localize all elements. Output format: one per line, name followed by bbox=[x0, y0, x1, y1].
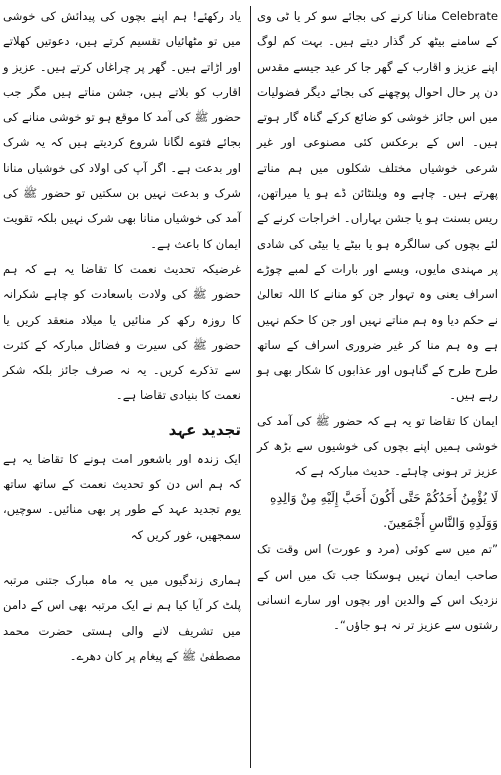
right-column bbox=[257, 4, 498, 638]
article-paragraph: ہماری زندگیوں میں یہ ماہ مبارک جتنی مرتبہ پلٹ کر آیا کیا ہم نے ایک مرتبہ بھی اس کے دامن میں تشریف لانے والی ہستی حضرت محمد مصطفیٰ ﷺ کے پیغام پر کان دھرے۔ bbox=[3, 572, 241, 663]
article-paragraph: Celebrate منانا کرنے کی بجائے سو کر یا ٹی وی کے سامنے بیٹھ کر گذار دیتے ہیں۔ بہت کم لوگ اپنے عزیز و اقارب کے گھر جا کر عید جیسے مقدس دن پر حال احوال پوچھنے کی بجائے دیگر فضولیات میں اس جائز خوشی کو ضائع کرکے گناہ گار ہوتے ہیں۔ اس کے برعکس کئی مصنوعی اور غیر شرعی خوشیاں مختلف شکلوں میں ہم مناتے پھرتے ہیں۔ چاہے وہ ویلنٹائن ڈے ہو یا میراتھن، ریس بسنت ہو یا جشن بہاراں۔ اخراجات کرنے کے لئے بچوں کی سالگرہ ہو یا بیٹے یا بیٹی کی شادی پر مہندی مایوں، ویسے اور بارات کے لمبے چوڑے اسراف یعنی وہ تہوار جن کو منانے کا اللہ تعالیٰ نے حکم دیا وہ ہم مناتے نہیں اور جن کا حکم نہیں ہے وہ ہم منا کر غیر ضروری اسراف کے ساتھ طرح طرح کے گناہوں اور عذابوں کا شکار بھی ہو رہے ہیں۔ bbox=[257, 9, 498, 403]
hadith-arabic: لَا يُؤْمِنُ أَحَدُكُمْ حَتَّى أَكُونَ أَحَبَّ إِلَيْهِ مِنْ وَالِدِهِ وَوَلَدِهِ وَالنَّاسِ أَجْمَعِينَ. bbox=[270, 489, 498, 530]
section-heading: تجدید عہد bbox=[168, 420, 241, 439]
article-paragraph: ایمان کا تقاضا تو یہ ہے کہ حضور ﷺ کی آمد کی خوشی ہمیں اپنے بچوں کی خوشیوں سے بڑھ کر عزیز تر ہونی چاہئے۔ حدیث مبارکہ ہے کہ bbox=[257, 413, 498, 479]
article-paragraph: غرضیکہ تحدیث نعمت کا تقاضا یہ ہے کہ ہم حضور ﷺ کی ولادت باسعادت کو چاہے شکرانہ کا روزہ رکھ کر منائیں یا میلاد منعقد کریں یا حضور ﷺ کی سیرت و فضائل مبارکہ کے کثرت سے تذکرے کریں۔ یہ نہ صرف جائز بلکہ شکر نعمت کا بنیادی تقاضا ہے۔ bbox=[3, 261, 241, 403]
column-divider bbox=[250, 6, 251, 768]
article-paragraph: یاد رکھئے! ہم اپنے بچوں کی پیدائش کی خوشی میں تو مٹھائیاں تقسیم کرتے ہیں، دعوتیں کھلاتے اور اڑاتے ہیں۔ گھر پر چراغاں کرتے ہیں۔ عزیز و اقارب کو بلاتے ہیں، جشن مناتے ہیں مگر جب حضور ﷺ کی آمد کا موقع ہو تو خوشی منانے کی بجائے فتوے لگانا شروع کردیتے ہیں کہ یہ شرک اور بدعت ہے۔ اگر آپ کی اولاد کی خوشیاں منانا شرک و بدعت نہیں بن سکتیں تو حضور ﷺ کی آمد کی خوشیاں منانا بھی شرک نہیں بلکہ تقویت ایمان کا باعث ہے۔ bbox=[3, 9, 241, 251]
paragraph-gap bbox=[3, 548, 241, 568]
hadith-translation: ”تم میں سے کوئی (مرد و عورت) اس وقت تک صاحب ایمان نہیں ہوسکتا جب تک میں اس کے نزدیک اس کے والدین اور بچوں اور سارے انسانی رشتوں سے عزیز تر نہ ہو جاؤں“۔ bbox=[257, 542, 498, 633]
left-column bbox=[3, 4, 241, 669]
article-paragraph: ایک زندہ اور باشعور امت ہونے کا تقاضا یہ ہے کہ ہم اس دن کو تحدیث نعمت کے ساتھ ساتھ یوم تجدید عہد کے طور پر بھی منائیں۔ سوچیں، سمجھیں، غور کریں کہ bbox=[3, 451, 241, 542]
